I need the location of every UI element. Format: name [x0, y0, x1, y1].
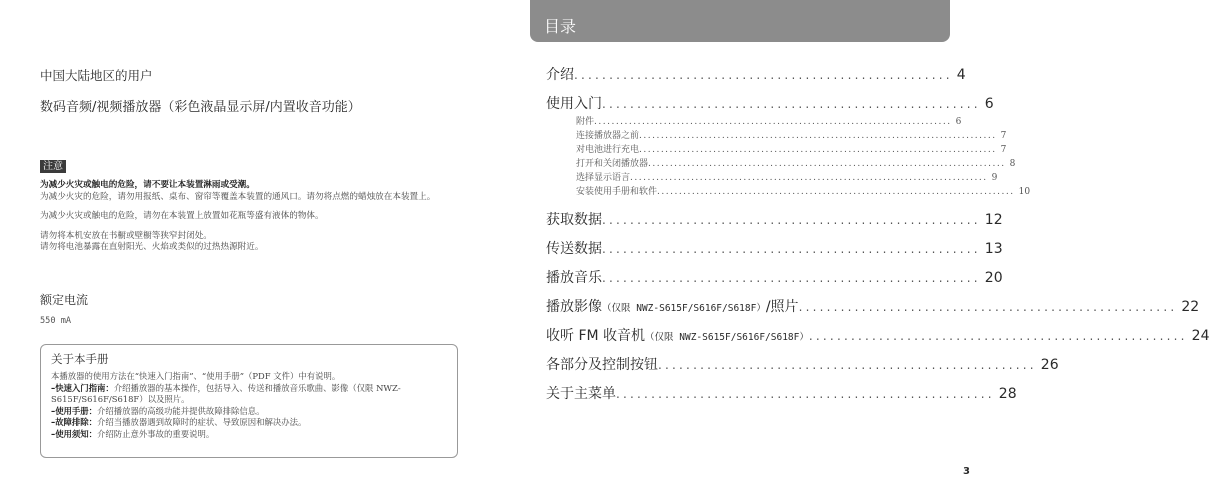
toc-subentry[interactable]: 打开和关闭播放器 .................................................................................. 8: [576, 159, 1016, 169]
toc-entry[interactable]: 播放影像 （仅限 NWZ-S615F/S616F/S618F） /照片 ...................................................... 22: [546, 299, 1200, 315]
warning-line: 请勿将电池暴露在直射阳光、火焰或类似的过热热源附近。: [40, 242, 264, 252]
manual-item: –故障排除：介绍当播放器遇到故障时的症状、导致原因和解决办法。: [51, 417, 307, 428]
warning-heading: 为减少火灾或触电的危险，请不要让本装置淋雨或受潮。: [40, 180, 255, 190]
manual-item: –使用须知：介绍防止意外事故的重要说明。: [51, 428, 215, 439]
product-title: 数码音频/视频播放器（彩色液晶显示屏/内置收音功能）: [40, 100, 361, 115]
page-number: 3: [963, 466, 970, 477]
warning-line: 为减少火灾的危险，请勿用报纸、桌布、窗帘等覆盖本装置的通风口。请勿将点燃的蜡烛放在本装置上。: [40, 191, 436, 202]
warning-line: 为减少火灾或触电的危险，请勿在本装置上放置如花瓶等盛有液体的物体。: [40, 211, 324, 221]
manual-item: –快速入门指南：介绍播放器的基本操作，包括导入、传送和播放音乐歌曲、影像（仅限 NWZ-S615F/S616F/S618F）以及照片。: [51, 382, 401, 405]
warning-block: [40, 180, 468, 254]
toc-header-bar: [530, 0, 950, 42]
about-manual-title: 关于本手册: [51, 352, 109, 366]
manual-intro: 本播放器的使用方法在“快速入门指南”、“使用手册”（PDF 文件）中有说明。: [51, 371, 341, 381]
toc-entry[interactable]: 播放音乐 ...................................................... 20: [546, 270, 1003, 286]
warning-badge: 注意: [40, 160, 66, 173]
toc-subentry[interactable]: 连接播放器之前 .................................................................................. 7: [576, 131, 1007, 141]
toc-entry[interactable]: 介绍 ...................................................... 4: [546, 67, 966, 83]
region-heading: 中国大陆地区的用户: [40, 68, 153, 83]
rated-current-title: 额定电流: [40, 293, 89, 307]
toc-subentry[interactable]: 选择显示语言 .................................................................................. 9: [576, 173, 998, 183]
toc-title: 目录: [544, 17, 577, 36]
toc-entry[interactable]: 各部分及控制按钮 ...................................................... 26: [546, 357, 1059, 373]
toc-subentry[interactable]: 对电池进行充电 .................................................................................. 7: [576, 145, 1007, 155]
warning-line: 请勿将本机安放在书橱或壁橱等狭窄封闭处。: [40, 230, 212, 241]
rated-current-value: 550 mA: [40, 316, 72, 326]
toc-entry[interactable]: 使用入门 ...................................................... 6: [546, 96, 994, 112]
toc-subentry[interactable]: 安装使用手册和软件 .................................................................................. 10: [576, 187, 1031, 197]
toc-entry[interactable]: 传送数据 ...................................................... 13: [546, 241, 1003, 257]
toc-entry[interactable]: 获取数据 ...................................................... 12: [546, 212, 1003, 228]
toc-entry[interactable]: 关于主菜单 ...................................................... 28: [546, 386, 1017, 402]
about-manual-text: [51, 371, 457, 441]
toc-subentry[interactable]: 附件 .................................................................................. 6: [576, 117, 962, 127]
toc-entry[interactable]: 收听 FM 收音机 （仅限 NWZ-S615F/S616F/S618F） ...................................................... 24: [546, 328, 1210, 344]
about-manual-box: [40, 344, 458, 458]
manual-item: –使用手册：介绍播放器的高级功能并提供故障排除信息。: [51, 405, 265, 416]
